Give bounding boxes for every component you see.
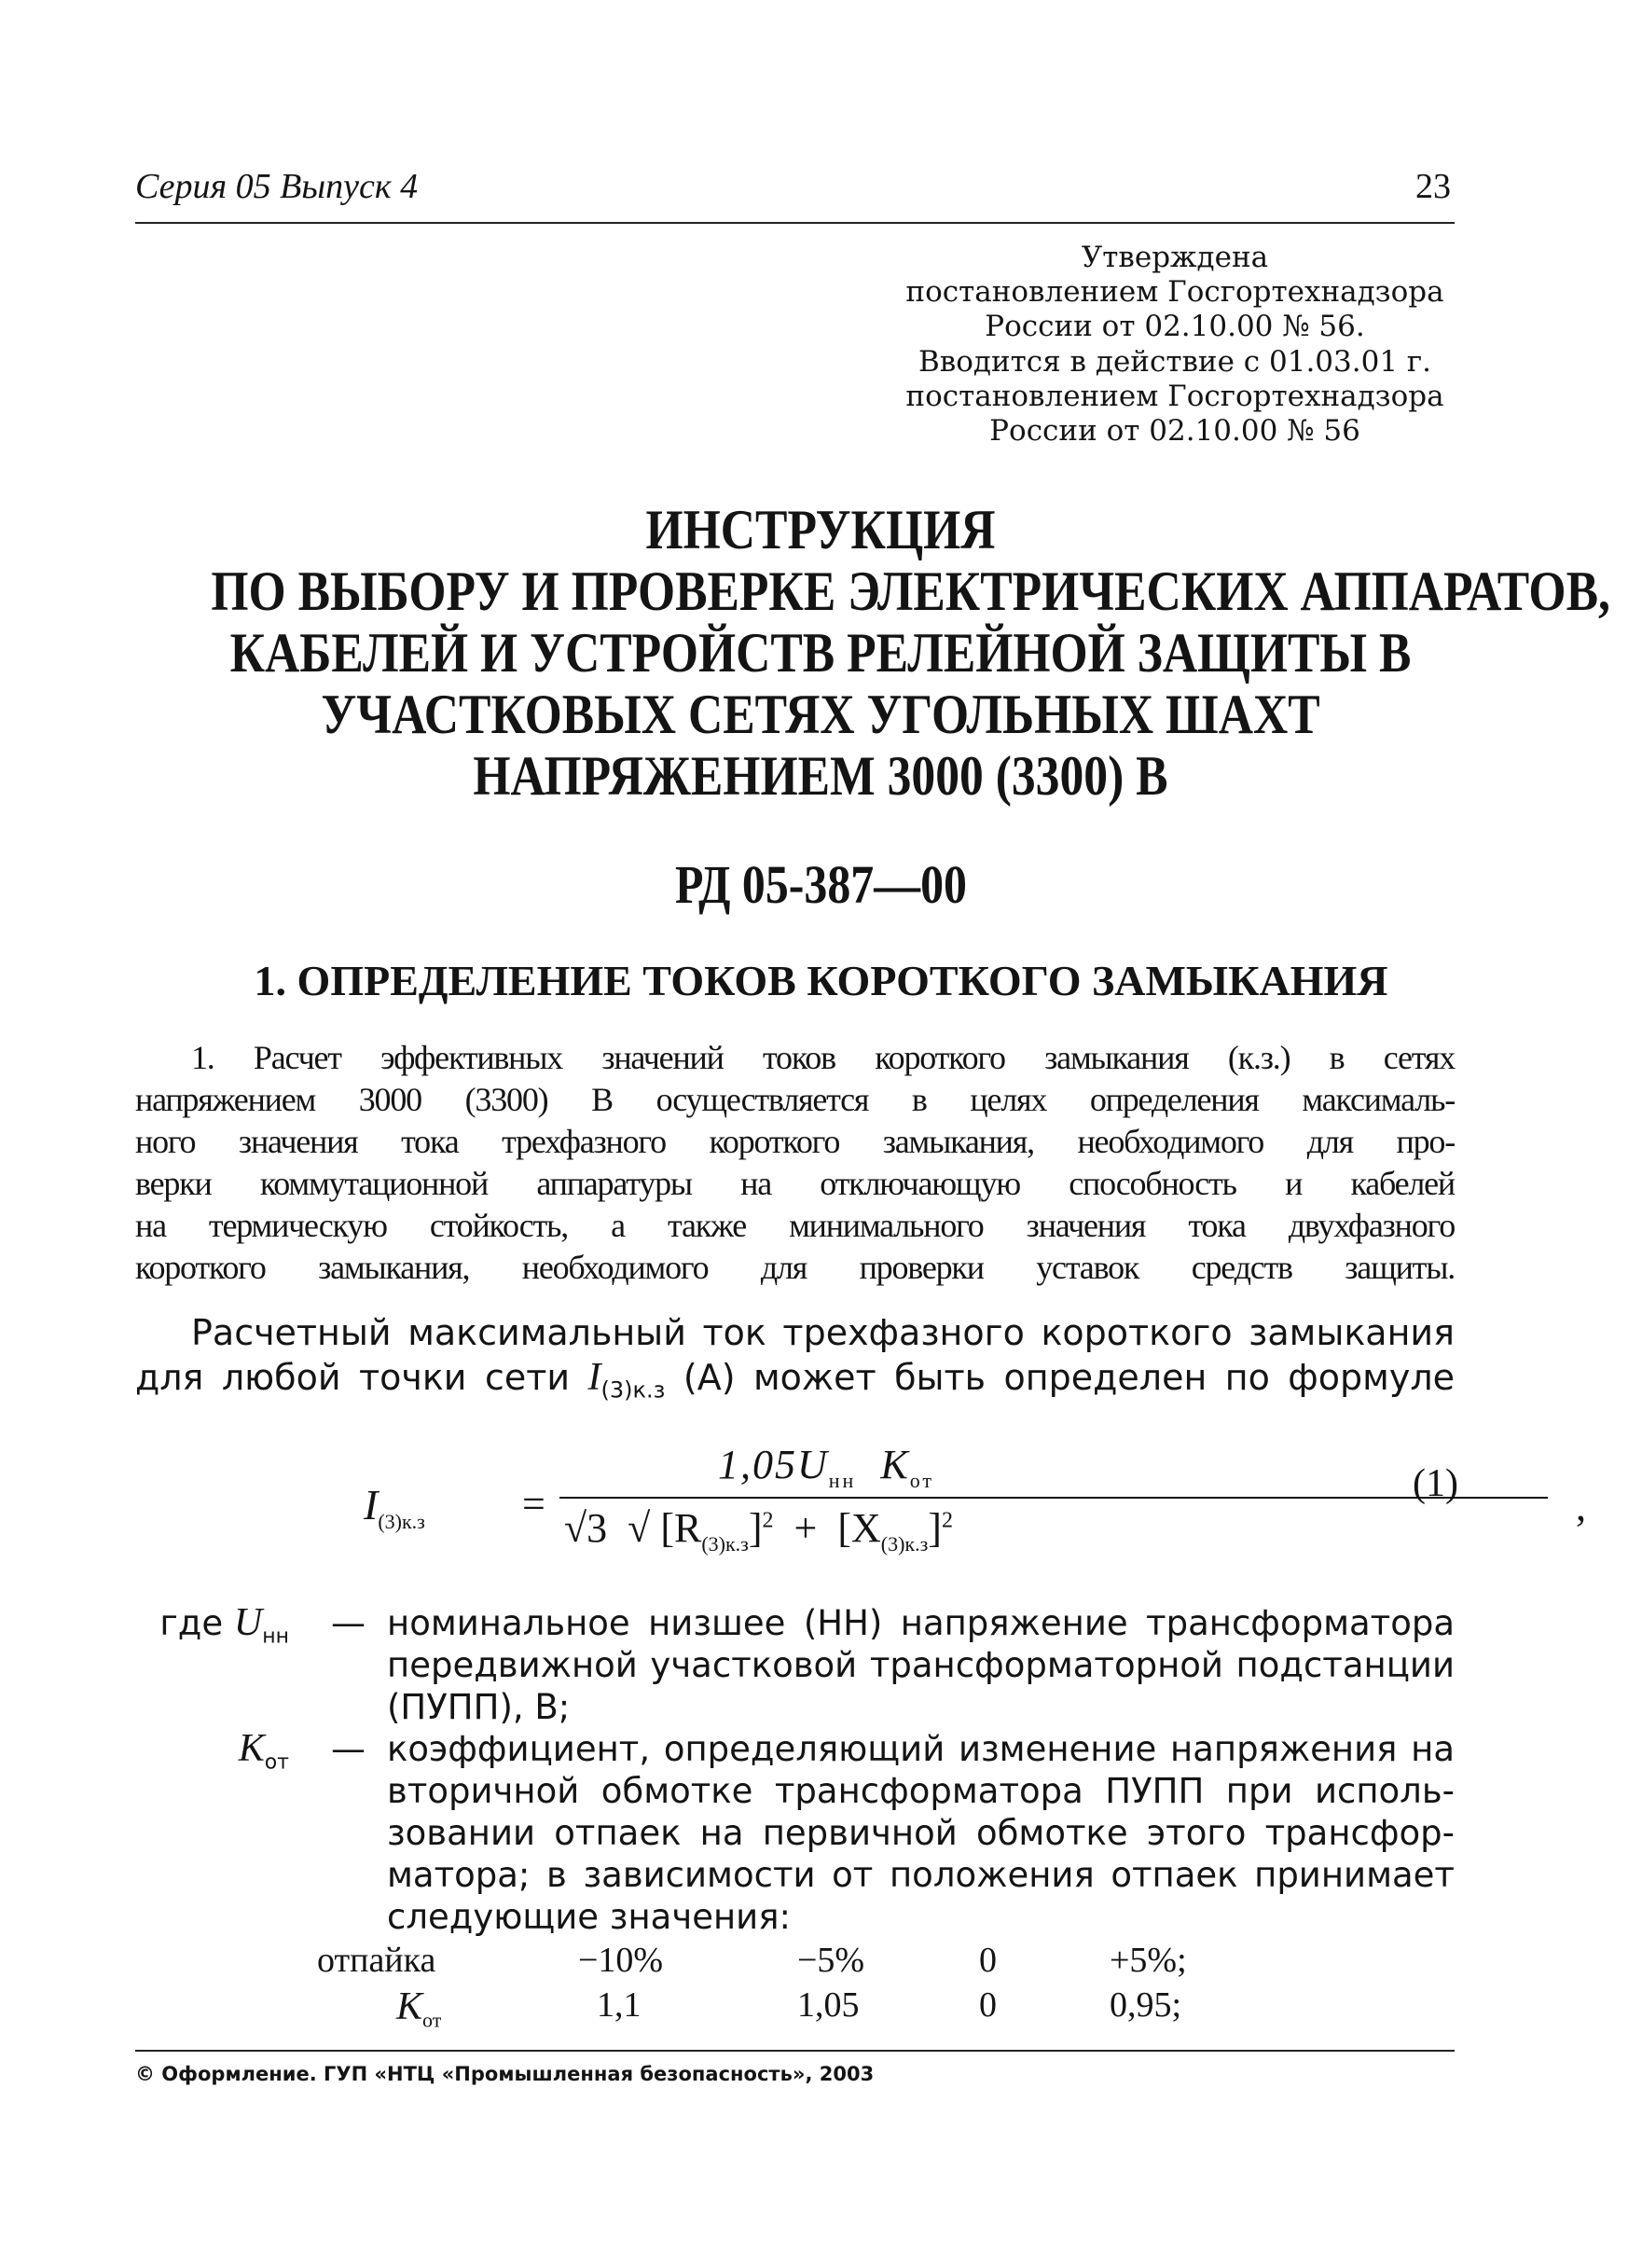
bracket: ]: [928, 1505, 942, 1551]
title-line: ИНСТРУКЦИЯ: [645, 499, 996, 560]
definition-symbol: [126, 1728, 289, 1783]
document-title: [211, 499, 1610, 807]
resistance-term: [R: [660, 1505, 702, 1551]
paragraph-line: [135, 1355, 1455, 1413]
series-label: Серия 05 Выпуск 4: [135, 167, 419, 206]
taps-table: [280, 1940, 1212, 2032]
paragraph-line: Расчетный максимальный ток трехфазного короткого замыкания: [191, 1312, 1455, 1353]
definition-text: [387, 1728, 1455, 1938]
taps-cell: 0: [979, 1941, 997, 1980]
paragraph-line: 1. Расчет эффективных значений токов короткого замыкания (к.з.) в сетях: [191, 1039, 1455, 1076]
approval-block: [895, 241, 1455, 449]
definition-line: матора; в зависимости от положения отпаек принимает: [387, 1855, 1455, 1895]
definition-prefix: где: [159, 1603, 224, 1643]
footer-divider: [135, 2050, 1455, 2052]
approval-line: России от 02.10.00 № 56: [989, 413, 1360, 448]
formula-comma: ,: [1576, 1484, 1586, 1529]
formula-1: [364, 1441, 1586, 1571]
definition-line: вторичной обмотке трансформатора ПУПП при исполь-: [387, 1771, 1455, 1811]
definition-line: (ПУПП), В;: [387, 1687, 571, 1727]
sqrt-three: √3: [564, 1505, 608, 1551]
coefficient-cell: 0,95;: [1110, 1985, 1182, 2025]
definition-text: [387, 1602, 1455, 1728]
taps-label: отпайка: [317, 1941, 436, 1980]
definition-line: зовании отпаек на первичной обмотке этого трансфор-: [387, 1813, 1455, 1853]
exponent: 2: [762, 1508, 774, 1533]
taps-row: [280, 1940, 1212, 1984]
formula-equals: =: [522, 1481, 545, 1527]
symbol-var: K: [238, 1727, 265, 1770]
definition-line: передвижной участковой трансформаторной подстанции: [387, 1645, 1455, 1685]
definition-dash: —: [331, 1729, 366, 1769]
paragraph-line: ного значения тока трехфазного короткого замыкания, необходимого для про-: [135, 1123, 1455, 1160]
formula-lhs: [364, 1480, 425, 1534]
reactance-sub: (3)к.з: [880, 1531, 929, 1556]
fraction-bar: [559, 1497, 1548, 1499]
definition-item: [126, 1728, 1455, 1938]
definition-line: номинальное низшее (НН) напряжение трансформатора: [387, 1603, 1455, 1643]
reactance-term: [X: [837, 1505, 881, 1551]
coefficient-sub: от: [422, 2008, 442, 2032]
coefficient-cell: 1,05: [797, 1985, 860, 2025]
document-number: РД 05-387—00: [674, 854, 967, 915]
paragraph-line: верки коммутационной аппаратуры на отключающую способность и кабелей: [135, 1165, 1455, 1202]
approval-line: Вводится в действие с 01.03.01 г.: [918, 344, 1431, 379]
exponent: 2: [941, 1508, 953, 1533]
numerator-k: K: [880, 1442, 910, 1487]
resistance-sub: (3)к.з: [701, 1531, 749, 1556]
approval-line: России от 02.10.00 № 56.: [985, 310, 1365, 344]
formula-lhs-var: I: [364, 1481, 379, 1528]
plus-sign: +: [793, 1505, 818, 1551]
paragraph-line: короткого замыкания, необходимого для проверки уставок средств защиты.: [135, 1249, 1455, 1286]
paragraph-line: на термическую стойкость, а также минимального значения тока двухфазного: [135, 1207, 1455, 1244]
paragraph-line: напряжением 3000 (3300) В осуществляется в целях определения максималь-: [135, 1081, 1455, 1118]
coefficient-var: K: [396, 1985, 423, 2028]
title-line: ПО ВЫБОРУ И ПРОВЕРКЕ ЭЛЕКТРИЧЕСКИХ АППАРАТОВ,: [211, 560, 1610, 622]
numerator-coef: 1,05U: [718, 1442, 829, 1487]
coefficient-cell: 0: [979, 1985, 997, 2025]
running-header: [135, 166, 1455, 224]
approval-line: Утверждена: [1081, 241, 1269, 274]
equation-number: (1): [1413, 1462, 1458, 1505]
definition-dash: —: [331, 1603, 366, 1643]
section-heading: 1. ОПРЕДЕЛЕНИЕ ТОКОВ КОРОТКОГО ЗАМЫКАНИЯ: [254, 957, 1388, 1004]
numerator-coef-sub: нн: [828, 1468, 857, 1492]
coefficient-cell: 1,1: [597, 1985, 642, 2025]
taps-cell: −10%: [578, 1941, 664, 1980]
title-line: КАБЕЛЕЙ И УСТРОЙСТВ РЕЛЕЙНОЙ ЗАЩИТЫ В: [229, 622, 1412, 684]
formula-denominator: [564, 1504, 953, 1556]
bracket: ]: [748, 1505, 763, 1551]
title-line: УЧАСТКОВЫХ СЕТЯХ УГОЛЬНЫХ ШАХТ: [321, 684, 1320, 745]
paragraph-2: [135, 1310, 1455, 1413]
definitions-list: [126, 1602, 1455, 1938]
formula-numerator: [718, 1441, 934, 1493]
taps-cell: +5%;: [1110, 1941, 1187, 1980]
coefficient-label: [396, 1984, 441, 2033]
text-fragment: (А) может быть определен по формуле: [683, 1357, 1455, 1398]
current-variable: I: [587, 1356, 601, 1399]
coefficient-row: [280, 1984, 1212, 2032]
definition-line: коэффициент, определяющий изменение напряжения на: [387, 1729, 1455, 1769]
variable-subscript: (3)к.з: [600, 1376, 666, 1404]
symbol-sub: от: [264, 1750, 289, 1775]
paragraph-1: [135, 1037, 1455, 1289]
copyright-footer: © Оформление. ГУП «НТЦ «Промышленная безопасность», 2003: [135, 2063, 875, 2085]
definition-item: [126, 1602, 1455, 1728]
approval-line: постановлением Госгортехнадзора: [905, 379, 1444, 413]
numerator-k-sub: от: [909, 1468, 935, 1492]
page-number: 23: [1415, 167, 1451, 206]
sqrt-sign: √: [628, 1505, 651, 1551]
text-fragment: для любой точки сети: [135, 1357, 571, 1398]
approval-line: постановлением Госгортехнадзора: [905, 275, 1444, 310]
symbol-var: U: [233, 1601, 263, 1644]
symbol-sub: нн: [262, 1625, 289, 1649]
definition-symbol: [126, 1602, 289, 1657]
taps-cell: −5%: [797, 1941, 865, 1980]
formula-lhs-sub: (3)к.з: [378, 1509, 425, 1533]
title-line: НАПРЯЖЕНИЕМ 3000 (3300) В: [473, 745, 1168, 807]
definition-line: следующие значения:: [387, 1897, 791, 1937]
